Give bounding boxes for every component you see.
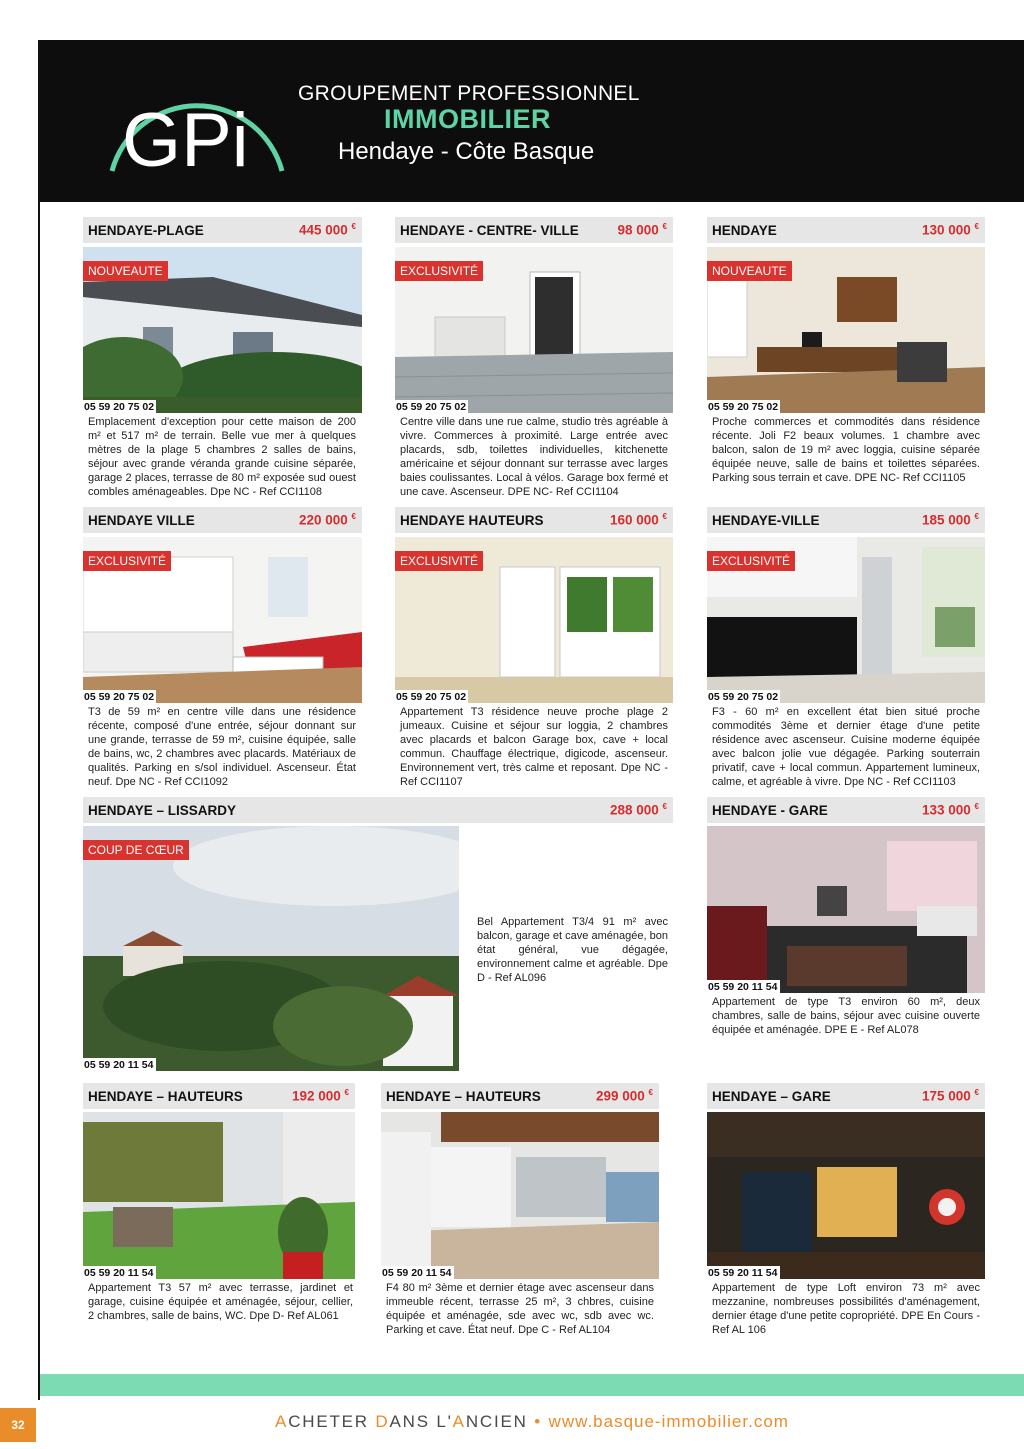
listing-title-bar (83, 1083, 355, 1109)
listing-title-bar (83, 507, 362, 533)
listing-photo[interactable] (83, 537, 362, 703)
listing-title-bar (395, 507, 673, 533)
listing-title-bar (83, 217, 362, 243)
footer-website-link[interactable]: www.basque-immobilier.com (548, 1412, 789, 1431)
left-page-rule (38, 40, 40, 1400)
header-subtitle: IMMOBILIER (384, 104, 551, 134)
footer-word: CHETER (288, 1412, 376, 1431)
listing-photo[interactable] (395, 247, 673, 413)
listing-phone: 05 59 20 11 54 (84, 1059, 154, 1071)
listing-phone: 05 59 20 11 54 (84, 1267, 154, 1279)
listing-phone: 05 59 20 11 54 (382, 1267, 452, 1279)
listing-photo[interactable] (83, 826, 459, 1071)
listing-phone: 05 59 20 75 02 (84, 401, 155, 413)
listing-photo[interactable] (83, 1112, 355, 1279)
listing-badge: EXCLUSIVITÉ (83, 551, 171, 571)
listing-photo[interactable] (381, 1112, 659, 1279)
listing-location: HENDAYE HAUTEURS (400, 512, 544, 528)
listing-price: 133 000 € (921, 802, 979, 818)
listing-location: HENDAYE – HAUTEURS (88, 1088, 243, 1104)
listing-phone: 05 59 20 75 02 (708, 401, 779, 413)
footer-word: ANS L' (389, 1412, 453, 1431)
footer-word: NCIEN (465, 1412, 528, 1431)
listing-description: Proche commerces et commodités dans résidence récente. Joli F2 beaux volumes. 1 chambre avec balcon, salon de 19 m² avec loggia, cuisine séparée équipée neuve, salle de bains et toilettes séparées. Parking sous terrain et cave. DPE NC- Ref CCI1105 (712, 416, 980, 485)
listing-price: 175 000 € (921, 1088, 979, 1104)
listing-title-bar (83, 797, 673, 823)
page-number: 32 (0, 1408, 36, 1442)
listing-photo[interactable] (83, 247, 362, 413)
listing-price: 220 000 € (298, 512, 356, 528)
listing-badge: EXCLUSIVITÉ (395, 261, 483, 281)
listing-badge: COUP DE CŒUR (83, 840, 189, 860)
listing-price: 185 000 € (921, 512, 979, 528)
listing-price: 98 000 € (617, 222, 667, 238)
listing-phone: 05 59 20 75 02 (708, 691, 779, 703)
listing-description: F4 80 m² 3ème et dernier étage avec ascenseur dans immeuble récent, terrasse 25 m², 3 chbres, cuisine équipée et aménagée, sde avec wc, sdb avec wc. Parking et cave. État neuf. Dpe C - Ref AL104 (386, 1282, 654, 1337)
listing-description: Appartement T3 57 m² avec terrasse, jardinet et garage, cuisine équipée et aménagée, séjour, cellier, 2 chambres, salle de bains, WC. Dpe D- Ref AL061 (88, 1282, 353, 1323)
footer-initial: D (375, 1412, 390, 1431)
listing-price: 130 000 € (921, 222, 979, 238)
footer-band (40, 1374, 1024, 1396)
listing-phone: 05 59 20 11 54 (708, 1267, 778, 1279)
listing-title-bar (381, 1083, 659, 1109)
listing-location: HENDAYE - CENTRE- VILLE (400, 222, 579, 238)
listing-price: 192 000 € (291, 1088, 349, 1104)
footer-tagline (0, 1412, 1024, 1432)
listing-badge: EXCLUSIVITÉ (395, 551, 483, 571)
listing-price: 160 000 € (609, 512, 667, 528)
listing-photo[interactable] (395, 537, 673, 703)
header-location: Hendaye - Côte Basque (338, 138, 595, 165)
listing-location: HENDAYE – LISSARDY (88, 802, 237, 818)
listing-description: Appartement de type Loft environ 73 m² avec mezzanine, nombreuses possibilités d'aménagement, dernier étage d'une petite copropriété. DPE En Cours - Ref AL 106 (712, 1282, 980, 1337)
listing-description: Appartement de type T3 environ 60 m², deux chambres, salle de bains, séjour avec cuisine ouverte équipée et aménagée. DPE E - Ref AL078 (712, 996, 980, 1037)
listing-price: 445 000 € (298, 222, 356, 238)
listing-location: HENDAYE-PLAGE (88, 222, 204, 238)
listing-location: HENDAYE – GARE (712, 1088, 831, 1104)
listing-description: T3 de 59 m² en centre ville dans une résidence récente, composé d'une entrée, séjour donnant sur une grande, terrasse de 59 m², cuisine équipée, salle de bains, wc, 2 chambres avec placards. Matériaux de qualités. Parking en s/sol individuel. Ascenseur. État neuf. Dpe NC - Ref CCI1092 (88, 706, 356, 789)
listing-phone: 05 59 20 11 54 (708, 981, 778, 993)
listing-title-bar (707, 217, 985, 243)
listing-title-bar (395, 217, 673, 243)
listing-photo[interactable] (707, 1112, 985, 1279)
logo-text: GPi (122, 98, 249, 176)
footer-separator: • (534, 1412, 543, 1431)
listing-description: Appartement T3 résidence neuve proche plage 2 jumeaux. Cuisine et séjour sur loggia, 2 chambres avec placards et balcon Garage box, cave + local commun. Chauffage électrique, digicode, ascenseur. Environnement vert, très calme et reposant. Dpe NC - Ref CCI1107 (400, 706, 668, 789)
gpi-logo (102, 66, 292, 176)
footer-initial: A (275, 1412, 289, 1431)
listing-location: HENDAYE - GARE (712, 802, 828, 818)
listing-title-bar (707, 1083, 985, 1109)
listing-location: HENDAYE-VILLE (712, 512, 820, 528)
listing-title-bar (707, 507, 985, 533)
listing-phone: 05 59 20 75 02 (396, 401, 467, 413)
listing-badge: NOUVEAUTE (83, 261, 168, 281)
listing-badge: NOUVEAUTE (707, 261, 792, 281)
listing-description: Centre ville dans une rue calme, studio très agréable à vivre. Commerces à proximité. Large entrée avec placards, sdb, toilettes individuelles, kitchenette américaine et séjour donnant sur terrasse avec larges baies coulissantes. Local à vélos. Garage box fermé et une cave. Ascenseur. DPE NC- Ref CCI1104 (400, 416, 668, 499)
footer-initial: A (452, 1412, 466, 1431)
listing-description: Bel Appartement T3/4 91 m² avec balcon, garage et cave aménagée, bon état général, vue dégagée, environnement calme et agréable. Dpe D - Ref AL096 (477, 916, 668, 985)
listing-location: HENDAYE VILLE (88, 512, 195, 528)
listing-location: HENDAYE – HAUTEURS (386, 1088, 541, 1104)
listing-price: 299 000 € (595, 1088, 653, 1104)
listing-phone: 05 59 20 75 02 (396, 691, 467, 703)
listing-price: 288 000 € (609, 802, 667, 818)
listing-description: Emplacement d'exception pour cette maison de 200 m² et 517 m² de terrain. Belle vue mer à quelques mètres de la plage 5 chambres 2 salles de bains, séjour avec grande véranda grande cuisine séparée, garage 2 places, terrasse de 80 m² exposée sud ouest combles aménageables. Dpe NC - Ref CCI1108 (88, 416, 356, 499)
listing-location: HENDAYE (712, 222, 777, 238)
listing-title-bar (707, 797, 985, 823)
listing-description: F3 - 60 m² en excellent état bien situé proche commodités 3ème et dernier étage d'une petite résidence avec ascenseur. Cuisine moderne équipée avec balcon jolie vue dégagée. Parking souterrain privatif, cave + local commun. Appartement lumineux, calme, et agréable à vivre. Dpe NC - Ref CCI1103 (712, 706, 980, 789)
listing-photo[interactable] (707, 247, 985, 413)
listing-photo[interactable] (707, 826, 985, 993)
listing-badge: EXCLUSIVITÉ (707, 551, 795, 571)
header-title: GROUPEMENT PROFESSIONNEL (298, 82, 640, 105)
listing-phone: 05 59 20 75 02 (84, 691, 155, 703)
agency-header (40, 40, 1024, 202)
listing-photo[interactable] (707, 537, 985, 703)
